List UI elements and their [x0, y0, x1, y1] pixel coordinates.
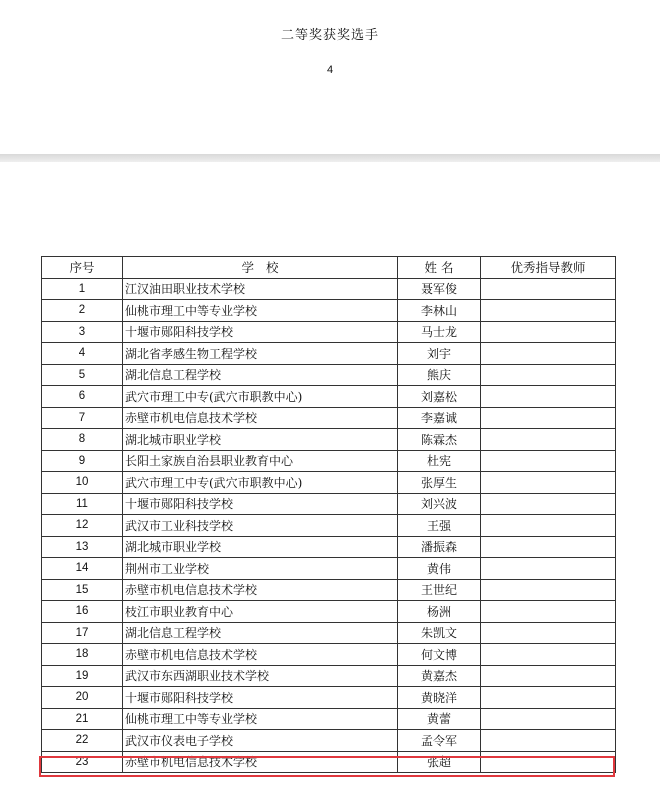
- table-row: [42, 708, 616, 730]
- header-teacher: 优秀指导教师: [481, 257, 616, 279]
- table-row: [42, 364, 616, 386]
- school-name: 十堰市郧阳科技学校: [123, 493, 398, 515]
- teacher-name: [481, 687, 616, 709]
- school-name: 赤壁市机电信息技术学校: [123, 407, 398, 429]
- table-row: [42, 558, 616, 580]
- teacher-name: [481, 364, 616, 386]
- highlight-box: [39, 756, 615, 777]
- school-name: 赤壁市机电信息技术学校: [123, 579, 398, 601]
- school-name: 江汉油田职业技术学校: [123, 278, 398, 300]
- teacher-name: [481, 558, 616, 580]
- student-name: 陈霖杰: [398, 429, 481, 451]
- teacher-name: [481, 321, 616, 343]
- page-separator: [0, 154, 660, 162]
- school-name: 赤壁市机电信息技术学校: [123, 644, 398, 666]
- teacher-name: [481, 601, 616, 623]
- table-row: [42, 665, 616, 687]
- row-number: 14: [42, 558, 123, 580]
- row-number: 10: [42, 472, 123, 494]
- school-name: 湖北城市职业学校: [123, 429, 398, 451]
- teacher-name: [481, 450, 616, 472]
- teacher-name: [481, 708, 616, 730]
- table-row: [42, 278, 616, 300]
- page-title: 二等奖获奖选手: [280, 28, 379, 43]
- school-name: 仙桃市理工中等专业学校: [123, 708, 398, 730]
- table-row: [42, 687, 616, 709]
- student-name: 李嘉诚: [398, 407, 481, 429]
- table-row: [42, 300, 616, 322]
- row-number: 9: [42, 450, 123, 472]
- row-number: 6: [42, 386, 123, 408]
- school-name: 湖北信息工程学校: [123, 364, 398, 386]
- row-number: 1: [42, 278, 123, 300]
- school-name: 十堰市郧阳科技学校: [123, 321, 398, 343]
- row-number: 3: [42, 321, 123, 343]
- table-row: [42, 730, 616, 752]
- student-name: 黄蕾: [398, 708, 481, 730]
- teacher-name: [481, 386, 616, 408]
- student-name: 王世纪: [398, 579, 481, 601]
- student-name: 马士龙: [398, 321, 481, 343]
- student-name: 刘宇: [398, 343, 481, 365]
- table-row: [42, 386, 616, 408]
- page-number: 4: [326, 64, 334, 76]
- student-name: 张厚生: [398, 472, 481, 494]
- student-name: 刘嘉松: [398, 386, 481, 408]
- table-row: [42, 321, 616, 343]
- school-name: 长阳土家族自治县职业教育中心: [123, 450, 398, 472]
- row-number: 15: [42, 579, 123, 601]
- student-name: 李林山: [398, 300, 481, 322]
- row-number: 20: [42, 687, 123, 709]
- student-name: 熊庆: [398, 364, 481, 386]
- student-name: 王强: [398, 515, 481, 537]
- teacher-name: [481, 407, 616, 429]
- row-number: 13: [42, 536, 123, 558]
- table-row: [42, 644, 616, 666]
- teacher-name: [481, 665, 616, 687]
- previous-page: [0, 0, 660, 150]
- table-row: [42, 450, 616, 472]
- student-name: 黄晓洋: [398, 687, 481, 709]
- table-row: [42, 536, 616, 558]
- school-name: 武汉市仪表电子学校: [123, 730, 398, 752]
- student-name: 杜宪: [398, 450, 481, 472]
- row-number: 7: [42, 407, 123, 429]
- row-number: 2: [42, 300, 123, 322]
- school-name: 十堰市郧阳科技学校: [123, 687, 398, 709]
- student-name: 聂军俊: [398, 278, 481, 300]
- teacher-name: [481, 343, 616, 365]
- row-number: 21: [42, 708, 123, 730]
- student-name: 朱凯文: [398, 622, 481, 644]
- teacher-name: [481, 515, 616, 537]
- school-name: 荆州市工业学校: [123, 558, 398, 580]
- school-name: 湖北信息工程学校: [123, 622, 398, 644]
- teacher-name: [481, 730, 616, 752]
- school-name: 赤壁市机电信息技术学校: [123, 751, 398, 773]
- teacher-name: [481, 278, 616, 300]
- table-row: [42, 472, 616, 494]
- header-name: 姓 名: [398, 257, 481, 279]
- teacher-name: [481, 579, 616, 601]
- table-row: [42, 407, 616, 429]
- student-name: 黄嘉杰: [398, 665, 481, 687]
- teacher-name: [481, 493, 616, 515]
- table-row: [42, 429, 616, 451]
- school-name: 武穴市理工中专(武穴市职教中心): [123, 386, 398, 408]
- row-number: 19: [42, 665, 123, 687]
- table-row: [42, 622, 616, 644]
- table-row: [42, 515, 616, 537]
- row-number: 8: [42, 429, 123, 451]
- row-number: 5: [42, 364, 123, 386]
- school-name: 武汉市东西湖职业技术学校: [123, 665, 398, 687]
- student-name: 何文博: [398, 644, 481, 666]
- row-number: 18: [42, 644, 123, 666]
- table-row: [42, 493, 616, 515]
- teacher-name: [481, 622, 616, 644]
- header-school: 学 校: [123, 257, 398, 279]
- table-header-row: [42, 257, 616, 279]
- header-no: 序号: [42, 257, 123, 279]
- student-name: 孟令军: [398, 730, 481, 752]
- row-number: 11: [42, 493, 123, 515]
- school-name: 湖北城市职业学校: [123, 536, 398, 558]
- teacher-name: [481, 429, 616, 451]
- school-name: 湖北省孝感生物工程学校: [123, 343, 398, 365]
- row-number: 16: [42, 601, 123, 623]
- student-name: 杨洲: [398, 601, 481, 623]
- teacher-name: [481, 644, 616, 666]
- student-name: 张超: [398, 751, 481, 773]
- table-row: [42, 343, 616, 365]
- row-number: 12: [42, 515, 123, 537]
- row-number: 23: [42, 751, 123, 773]
- student-name: 黄伟: [398, 558, 481, 580]
- school-name: 枝江市职业教育中心: [123, 601, 398, 623]
- row-number: 22: [42, 730, 123, 752]
- teacher-name: [481, 536, 616, 558]
- school-name: 仙桃市理工中等专业学校: [123, 300, 398, 322]
- table-row: [42, 601, 616, 623]
- school-name: 武穴市理工中专(武穴市职教中心): [123, 472, 398, 494]
- teacher-name: [481, 472, 616, 494]
- school-name: 武汉市工业科技学校: [123, 515, 398, 537]
- student-name: 潘振森: [398, 536, 481, 558]
- teacher-name: [481, 300, 616, 322]
- row-number: 17: [42, 622, 123, 644]
- row-number: 4: [42, 343, 123, 365]
- table-row: [42, 579, 616, 601]
- student-name: 刘兴波: [398, 493, 481, 515]
- award-table: [41, 256, 616, 773]
